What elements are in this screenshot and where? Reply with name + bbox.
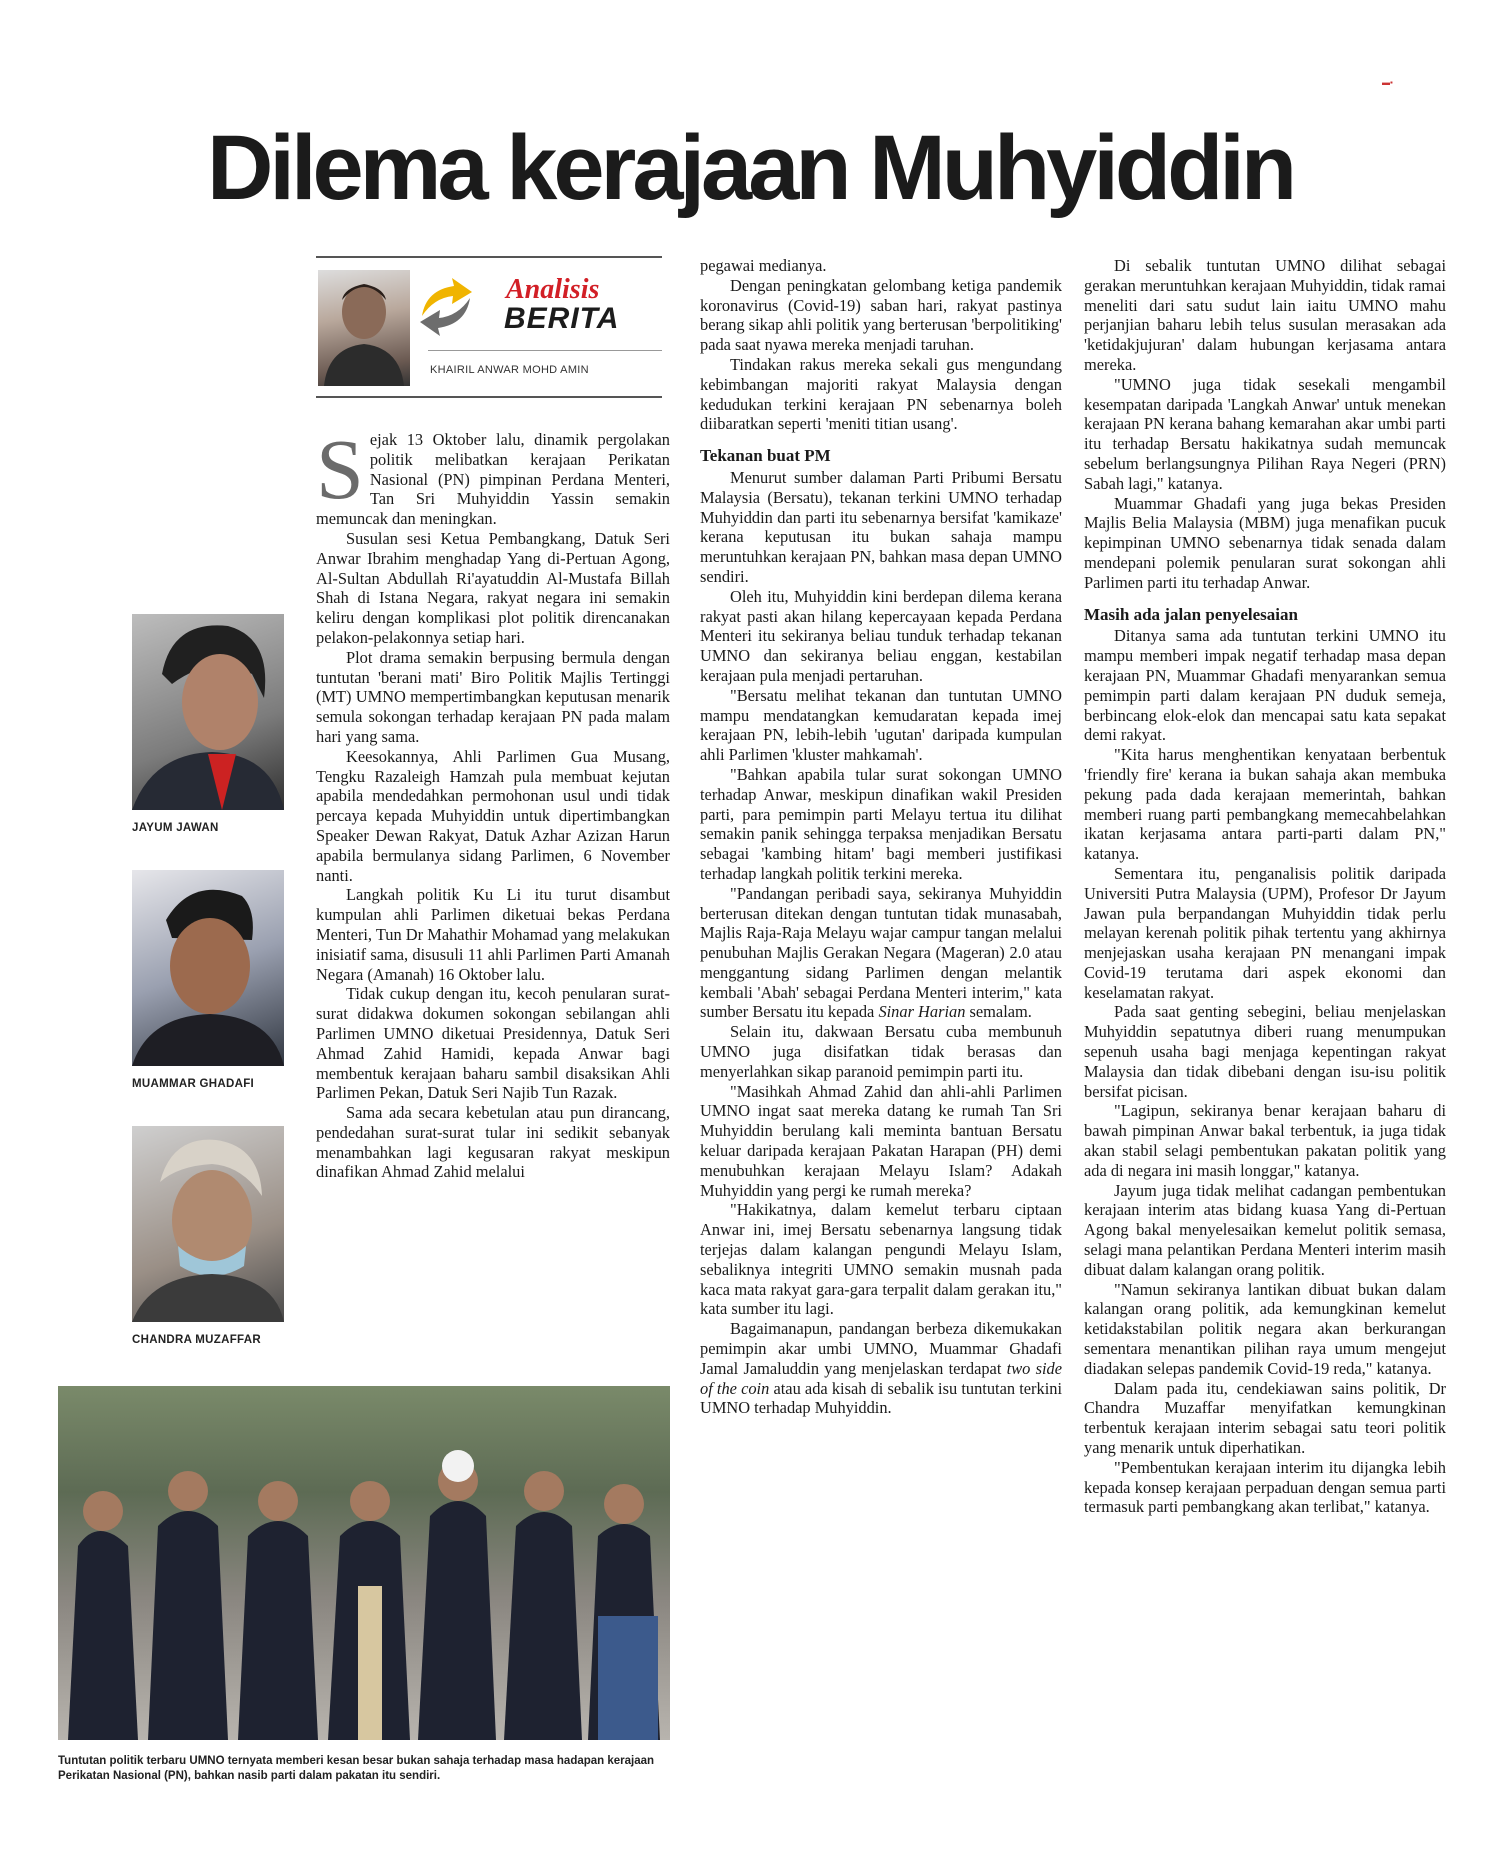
corner-mark: ▬▪ xyxy=(1382,78,1393,87)
paragraph: "Hakikatnya, dalam kemelut terbaru ciptaan Anwar ini, imej Bersatu sebenarnya langsung tidak terjejas dalam kalangan pengundi Melayu Islam, sebaliknya integriti UMNO semakin musnah pada kaca mata rakyat gara-gara terpalit dalam gerakan itu," kata sumber itu lagi. xyxy=(700,1200,1062,1319)
paragraph: Dalam pada itu, cendekiawan sains politik, Dr Chandra Muzaffar menyifatkan kemungkinan terbentuk kerajaan interim sebagai satu teori politik yang menarik untuk diperhatikan. xyxy=(1084,1378,1446,1458)
paragraph: Tidak cukup dengan itu, kecoh penularan surat-surat didakwa dokumen sokongan sebilangan ahli Parlimen UMNO diketuai Presidennya, Datuk Seri Ahmad Zahid Hamidi, kepada Anwar bagi membentuk kerajaan baharu sambil disaksikan Ahli Parlimen Pekan, Datuk Seri Najib Tun Razak. xyxy=(316,984,670,1103)
column-3 xyxy=(1084,256,1446,1816)
author-photo xyxy=(318,270,410,386)
paragraph: Langkah politik Ku Li itu turut disambut kumpulan ahli Parlimen diketuai bekas Perdana Menteri, Tun Dr Mahathir Mohamad yang melakukan inisiatif sama, disusuli 11 ahli Parlimen Parti Amanah Negara (Amanah) 16 Oktober lalu. xyxy=(316,885,670,984)
author-silhouette-icon xyxy=(318,270,410,386)
author-name: KHAIRIL ANWAR MOHD AMIN xyxy=(430,364,589,376)
paragraph: ejak 13 Oktober lalu, dinamik pergolakan politik melibatkan kerajaan Perikatan Nasional (PN) pimpinan Perdana Menteri, Tan Sri Muhyiddin Yassin semakin memuncak dan meningkan. xyxy=(316,430,670,529)
column-1 xyxy=(316,430,670,1360)
paragraph: Dengan peningkatan gelombang ketiga pandemik koronavirus (Covid-19) saban hari, rakyat pastinya berang sikap ahli politik yang berterusan 'berpolitiking' pada saat nyawa mereka menjadi taruhan. xyxy=(700,275,1062,355)
publication-name: Sinar Harian xyxy=(878,1002,966,1022)
caption-chandra-muzaffar: CHANDRA MUZAFFAR xyxy=(132,1334,261,1346)
paragraph: Oleh itu, Muhyiddin kini berdepan dilema kerana rakyat pasti akan hilang kepercayaan kepada Perdana Menteri itu sekiranya beliau tunduk terhadap tekanan UMNO dan sekiranya beliau enggan, kestabilan kerajaan pula menjadi pertaruhan. xyxy=(700,586,1062,685)
paragraph: Muammar Ghadafi yang juga bekas Presiden Majlis Belia Malaysia (MBM) juga menafikan pucuk kepimpinan UMNO sebenarnya tidak senada dalam mendepani polemik penularan surat sokongan ahli Parlimen parti itu terhadap Anwar. xyxy=(1084,493,1446,592)
paragraph: "Pembentukan kerajaan interim itu dijangka lebih kepada konsep kerajaan perpaduan dengan semua parti termasuk parti pembangkang akan terlibat," katanya. xyxy=(1084,1457,1446,1517)
headline: Dilema kerajaan Muhyiddin xyxy=(206,117,1294,219)
paragraph: Menurut sumber dalaman Parti Pribumi Bersatu Malaysia (Bersatu), tekanan terkini UMNO terhadap Muhyiddin dan parti itu sebenarnya bersifat 'kamikaze' kerana keputusan itu bukan sahaja mampu meruntuhkan kerajaan PN, bahkan masa depan UMNO sendiri. xyxy=(700,467,1062,586)
photo-muammar-ghadafi xyxy=(132,870,284,1066)
paragraph: Ditanya sama ada tuntutan terkini UMNO itu mampu memberi impak negatif terhadap masa depan kerajaan PN, Muammar Ghadafi menyarankan semua pemimpin parti dalam kerajaan PN duduk semeja, berbincang elok-elok dan mencapai satu kata sepakat demi rakyat. xyxy=(1084,626,1446,745)
group-photo-caption: Tuntutan politik terbaru UMNO ternyata memberi kesan besar bukan sahaja terhadap masa hadapan kerajaan Perikatan Nasional (PN), bahkan nasib parti dalam pakatan itu sendiri. xyxy=(58,1755,655,1782)
logo-analisis: Analisis xyxy=(506,274,600,305)
byline-top-rule xyxy=(316,256,662,258)
paragraph: Tindakan rakus mereka sekali gus mengundang kebimbangan majoriti rakyat Malaysia dengan kedudukan terkini kerajaan PN sebenarnya boleh diibaratkan seperti 'meniti titian usang'. xyxy=(700,354,1062,434)
text-run: Bagaimanapun, pandangan berbeza dikemukakan pemimpin akar umbi UMNO, Muammar Ghadafi Jamal Jamaluddin yang menjelaskan terdapat xyxy=(700,1319,1062,1378)
paragraph: Pada saat genting sebegini, beliau menjelaskan Muhyiddin sepatutnya diberi ruang menumpukan sepenuh usaha bagi menjaga kepentingan rakyat Malaysia dan tidak dibebani dengan isu-isu politik bersifat picisan. xyxy=(1084,1002,1446,1101)
paragraph: "Namun sekiranya lantikan dibuat bukan dalam kalangan orang politik, ada kemungkinan kemelut ketidakstabilan politik negara akan berkurangan sementara menantikan pilihan raya umum mengejut diadakan selepas pandemik Covid-19 reda," katanya. xyxy=(1084,1279,1446,1378)
text-run: "Pandangan peribadi saya, sekiranya Muhyiddin berterusan ditekan dengan tuntutan tidak munasabah, Majlis Raja-Raja Melayu wajar campur tangan melalui penubuhan Majlis Gerakan Negara (Mageran) 2.0 atau menggantung sidang Parlimen dengan melantik kembali 'Abah' sebagai Perdana Menteri interim," kata sumber Bersatu itu kepada xyxy=(700,883,1062,1022)
paragraph: Sama ada secara kebetulan atau pun dirancang, pendedahan surat-surat tular ini sedikit sebanyak menambahkan lagi kegusaran rakyat meskipun dinafikan Ahmad Zahid melalui xyxy=(316,1103,670,1182)
paragraph: Sementara itu, penganalisis politik daripada Universiti Putra Malaysia (UPM), Profesor Dr Jayum Jawan pula berpandangan Muhyiddin tidak perlu melayan kerenah politik pihak tertentu yang akhirnya menjejaskan usaha kerajaan PN menangani impak Covid-19 terutama dari aspek ekonomi dan keselamatan rakyat. xyxy=(1084,863,1446,1002)
text-run: atau ada kisah di sebalik isu tuntutan terkini UMNO terhadap Muhyiddin. xyxy=(700,1378,1062,1418)
paragraph: "Lagipun, sekiranya benar kerajaan baharu di bawah pimpinan Anwar bakal terbentuk, ia juga tidak akan stabil selagi pembentukan pakatan politik yang ada di negara ini masih longgar," katanya. xyxy=(1084,1101,1446,1180)
paragraph: Keesokannya, Ahli Parlimen Gua Musang, Tengku Razaleigh Hamzah pula membuat kejutan apabila mendedahkan permohonan usul undi tidak percaya kepada Muhyiddin untuk dipertimbangkan Speaker Dewan Rakyat, Datuk Azhar Azizan Harun apabila bermulanya sidang Parlimen, 6 November nanti. xyxy=(316,746,670,885)
column-2 xyxy=(700,256,1062,1816)
group-photo xyxy=(58,1386,670,1740)
paragraph xyxy=(700,1319,1062,1418)
subheading-penyelesaian: Masih ada jalan penyelesaian xyxy=(1084,604,1298,624)
paragraph: pegawai medianya. xyxy=(700,256,827,275)
italic-phrase: two side of the coin xyxy=(700,1358,1062,1398)
paragraph: Di sebalik tuntutan UMNO dilihat sebagai gerakan meruntuhkan kerajaan Muhyiddin, tidak ramai meneliti dari satu sudut lain iaitu UMNO mahu perjanjian baharu lebih telus susulan merasakan ada 'ketidakjujuran' dalam hubungan kerjasama antara mereka. xyxy=(1084,256,1446,374)
subheading-tekanan: Tekanan buat PM xyxy=(700,446,831,466)
paragraph: "Bersatu melihat tekanan dan tuntutan UMNO mampu mendatangkan kemudaratan kepada imej kerajaan PN, lebih-lebih 'ugutan' daripada kumpulan ahli Parlimen 'kluster mahkamah'. xyxy=(700,685,1062,765)
arrow-swirl-icon xyxy=(418,276,474,338)
text-run: semalam. xyxy=(965,1002,1032,1022)
paragraph: Susulan sesi Ketua Pembangkang, Datuk Seri Anwar Ibrahim menghadap Yang di-Pertuan Agong, Al-Sultan Abdullah Ri'ayatuddin Al-Mustafa Billah Shah di Istana Negara, rakyat negara ini semakin keliru dengan komplikasi plot politik direncanakan pelakon-pelakonnya setiap hari. xyxy=(316,528,670,647)
caption-muammar-ghadafi: MUAMMAR GHADAFI xyxy=(132,1078,255,1090)
paragraph: Jayum juga tidak melihat cadangan pembentukan kerajaan interim atas bidang kuasa Yang di-Pertuan Agong bakal menyelesaikan kemelut politik semasa, selagi mana pelantikan Perdana Menteri interim masih dibuat dalam kalangan orang politik. xyxy=(1084,1180,1446,1279)
byline-rule xyxy=(428,350,662,351)
paragraph: "UMNO juga tidak sesekali mengambil kesempatan daripada 'Langkah Anwar' untuk menekan kerajaan PN kerana bahang kemarahan akar umbi parti itu terhadap Bersatu hakikatnya sudah memuncak sebelum berlangsungnya Pilihan Raya Negeri (PRN) Sabah lagi," katanya. xyxy=(1084,374,1446,493)
paragraph xyxy=(700,884,1062,1023)
byline-bottom-rule xyxy=(316,396,662,398)
photo-jayum-jawan xyxy=(132,614,284,810)
photo-chandra-muzaffar xyxy=(132,1126,284,1322)
paragraph: "Bahkan apabila tular surat sokongan UMNO terhadap Anwar, meskipun dinafikan wakil Presiden parti, para pemimpin parti Melayu tertua itu dilihat semakin panik sehingga terpaksa menjadikan Bersatu sebagai 'kambing hitam' bagi memberi justifikasi terhadap langkah politik terkini mereka. xyxy=(700,764,1062,883)
dropcap: S xyxy=(316,430,364,517)
logo-berita: BERITA xyxy=(504,302,620,335)
paragraph: "Masihkah Ahmad Zahid dan ahli-ahli Parlimen UMNO ingat saat mereka datang ke rumah Tan Sri Muhyiddin berulang kali meminta bantuan Bersatu keluar daripada kerajaan Pakatan Harapan (PH) demi menubuhkan kerajaan Melayu Islam? Adakah Muhyiddin yang pergi ke rumah mereka? xyxy=(700,1081,1062,1200)
paragraph: Plot drama semakin berpusing bermula dengan tuntutan 'berani mati' Biro Politik Majlis Tertinggi (MT) UMNO mempertimbangkan keputusan menarik semula sokongan terhadap kerajaan PN pada malam hari yang sama. xyxy=(316,647,670,746)
paragraph: "Kita harus menghentikan kenyataan berbentuk 'friendly fire' kerana ia bukan sahaja akan membuka pekung pada dada kerajaan memerintah, bahkan memberi ruang parti pembangkang memecahbelahkan ikatan kerjasama antara parti-parti dalam PN," katanya. xyxy=(1084,745,1446,864)
paragraph: Selain itu, dakwaan Bersatu cuba membunuh UMNO juga disifatkan tidak berasas dan menyerlahkan sikap paranoid pemimpin parti itu. xyxy=(700,1022,1062,1081)
caption-jayum-jawan: JAYUM JAWAN xyxy=(132,822,219,834)
